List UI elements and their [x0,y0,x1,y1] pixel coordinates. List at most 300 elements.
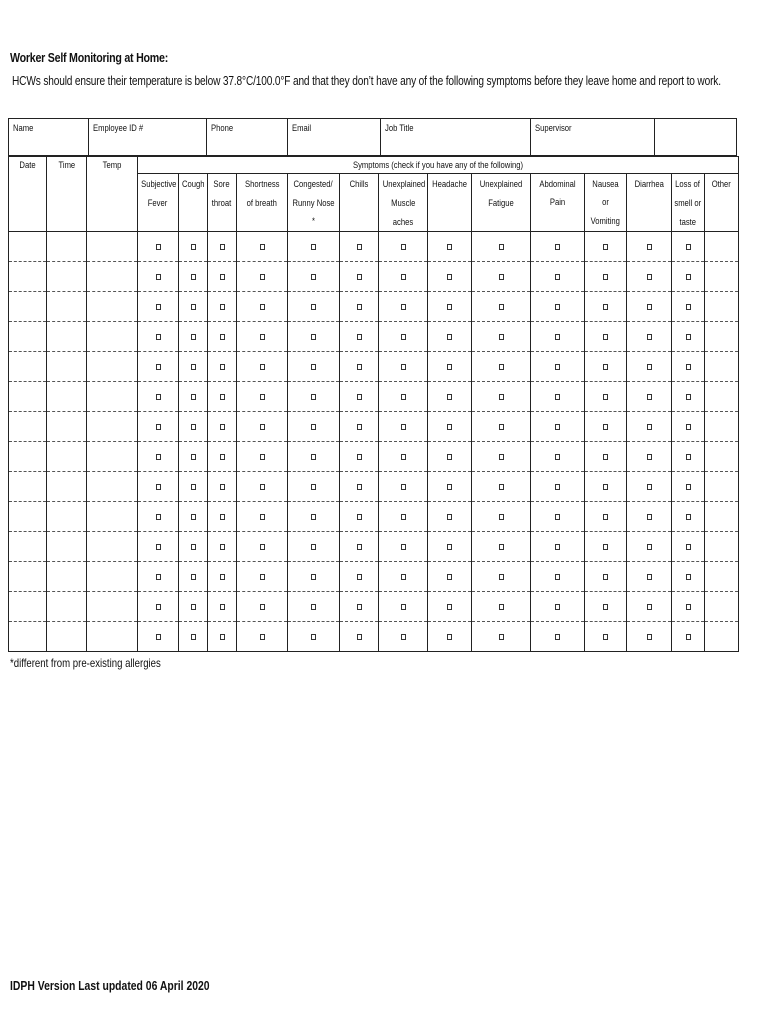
symptom-checkbox[interactable] [647,634,652,640]
symptom-checkbox[interactable] [647,604,652,610]
temp-cell[interactable] [87,532,138,562]
symptom-label: Unexplained [382,179,426,189]
symptom-checkbox[interactable] [311,484,316,490]
symptom-cell [472,532,531,562]
symptom-checkbox[interactable] [447,544,452,550]
symptom-checkbox[interactable] [647,274,652,280]
symptom-checkbox[interactable] [603,514,608,520]
symptom-checkbox[interactable] [686,394,691,400]
time-cell[interactable] [47,622,87,652]
symptom-checkbox[interactable] [686,574,691,580]
symptom-cell [428,532,472,562]
symptom-cell [672,532,705,562]
symptom-checkbox[interactable] [156,394,161,400]
symptom-checkbox[interactable] [191,544,196,550]
symptom-checkbox[interactable] [447,274,452,280]
symptom-checkbox[interactable] [447,604,452,610]
symptom-checkbox[interactable] [401,454,406,460]
symptom-checkbox[interactable] [311,394,316,400]
symptom-checkbox[interactable] [499,544,504,550]
symptom-cell [705,352,739,382]
symptom-cell [237,472,288,502]
symptom-cell [627,502,672,532]
symptom-checkbox[interactable] [447,364,452,370]
symptom-cell [379,262,428,292]
symptom-checkbox[interactable] [260,484,265,490]
symptom-checkbox[interactable] [220,454,225,460]
symptom-checkbox[interactable] [686,364,691,370]
date-cell[interactable] [9,322,47,352]
symptom-checkbox[interactable] [603,484,608,490]
symptom-checkbox[interactable] [555,394,560,400]
symptom-checkbox[interactable] [603,334,608,340]
symptom-checkbox[interactable] [191,364,196,370]
symptom-checkbox[interactable] [499,304,504,310]
symptom-checkbox[interactable] [647,484,652,490]
date-cell[interactable] [9,382,47,412]
symptom-checkbox[interactable] [191,424,196,430]
symptom-cell [472,382,531,412]
symptom-checkbox[interactable] [191,334,196,340]
symptom-checkbox[interactable] [191,454,196,460]
symptom-checkbox[interactable] [401,334,406,340]
symptom-checkbox[interactable] [603,574,608,580]
symptom-cell [627,292,672,322]
symptom-checkbox[interactable] [499,514,504,520]
symptom-checkbox[interactable] [191,604,196,610]
temp-cell[interactable] [87,382,138,412]
symptom-checkbox[interactable] [220,544,225,550]
symptom-checkbox[interactable] [401,544,406,550]
info-name[interactable]: Name [9,119,89,155]
symptom-checkbox[interactable] [311,544,316,550]
symptom-checkbox[interactable] [647,244,652,250]
symptom-checkbox[interactable] [357,574,362,580]
symptom-cell [705,592,739,622]
symptom-checkbox[interactable] [191,574,196,580]
time-cell[interactable] [47,262,87,292]
symptom-checkbox[interactable] [156,544,161,550]
symptom-checkbox[interactable] [647,424,652,430]
symptom-label: Nausea or [592,179,619,207]
symptom-checkbox[interactable] [191,484,196,490]
symptom-checkbox[interactable] [686,514,691,520]
symptom-checkbox[interactable] [686,454,691,460]
symptom-cell [179,352,208,382]
symptom-checkbox[interactable] [156,304,161,310]
info-job-title[interactable]: Job Title [381,119,531,155]
date-cell[interactable] [9,442,47,472]
symptom-checkbox[interactable] [499,364,504,370]
symptom-checkbox[interactable] [447,454,452,460]
symptom-checkbox[interactable] [191,274,196,280]
symptom-cell [428,262,472,292]
symptom-checkbox[interactable] [401,364,406,370]
date-cell[interactable] [9,532,47,562]
symptom-checkbox[interactable] [357,334,362,340]
date-cell[interactable] [9,412,47,442]
symptom-checkbox[interactable] [401,604,406,610]
symptom-checkbox[interactable] [156,244,161,250]
time-cell[interactable] [47,352,87,382]
symptom-checkbox[interactable] [220,514,225,520]
symptom-checkbox[interactable] [357,454,362,460]
symptom-checkbox[interactable] [260,304,265,310]
symptom-cell [672,622,705,652]
symptom-cell [179,412,208,442]
symptom-cell [288,502,340,532]
symptom-checkbox[interactable] [647,334,652,340]
temp-cell[interactable] [87,622,138,652]
temp-cell[interactable] [87,442,138,472]
col-time: Time [47,157,87,232]
symptom-checkbox[interactable] [311,634,316,640]
symptom-cell [288,232,340,262]
symptom-checkbox[interactable] [603,634,608,640]
symptom-checkbox[interactable] [357,484,362,490]
symptom-cell [705,532,739,562]
info-supervisor[interactable]: Supervisor [531,119,655,155]
date-cell[interactable] [9,262,47,292]
symptom-checkbox[interactable] [555,574,560,580]
date-cell[interactable] [9,562,47,592]
symptom-checkbox[interactable] [260,364,265,370]
symptom-checkbox[interactable] [260,394,265,400]
date-cell[interactable] [9,352,47,382]
symptom-checkbox[interactable] [156,334,161,340]
table-row [9,322,739,352]
symptom-cell [179,562,208,592]
symptom-checkbox[interactable] [555,544,560,550]
symptom-checkbox[interactable] [260,514,265,520]
symptom-checkbox[interactable] [647,544,652,550]
symptom-checkbox[interactable] [447,484,452,490]
symptom-checkbox[interactable] [555,484,560,490]
table-row [9,532,739,562]
symptom-checkbox[interactable] [311,304,316,310]
symptom-checkbox[interactable] [686,634,691,640]
symptom-cell [428,592,472,622]
symptom-checkbox[interactable] [260,634,265,640]
symptom-cell [531,442,585,472]
temp-cell[interactable] [87,352,138,382]
time-cell[interactable] [47,592,87,622]
symptom-checkbox[interactable] [499,244,504,250]
symptom-checkbox[interactable] [311,364,316,370]
symptom-cell [208,592,237,622]
symptom-checkbox[interactable] [499,424,504,430]
time-cell[interactable] [47,382,87,412]
symptom-checkbox[interactable] [401,634,406,640]
date-cell[interactable] [9,232,47,262]
symptom-cell [428,502,472,532]
symptom-header [428,174,472,232]
symptom-cell [585,472,627,502]
symptom-checkbox[interactable] [686,274,691,280]
symptom-cell [379,442,428,472]
symptom-cell [472,622,531,652]
date-cell[interactable] [9,622,47,652]
time-cell[interactable] [47,532,87,562]
info-employee-id[interactable]: Employee ID # [89,119,207,155]
symptom-checkbox[interactable] [357,394,362,400]
symptom-cell [585,232,627,262]
symptom-cell [472,352,531,382]
time-cell[interactable] [47,502,87,532]
symptom-checkbox[interactable] [260,604,265,610]
time-cell[interactable] [47,232,87,262]
symptom-checkbox[interactable] [555,244,560,250]
symptom-checkbox[interactable] [447,334,452,340]
symptom-checkbox[interactable] [260,544,265,550]
date-cell[interactable] [9,292,47,322]
symptom-checkbox[interactable] [555,334,560,340]
symptom-cell [705,322,739,352]
symptom-checkbox[interactable] [603,454,608,460]
symptom-cell [340,562,379,592]
symptom-checkbox[interactable] [447,574,452,580]
symptom-checkbox[interactable] [555,304,560,310]
symptom-checkbox[interactable] [260,244,265,250]
symptom-checkbox[interactable] [401,484,406,490]
symptom-checkbox[interactable] [603,364,608,370]
symptom-checkbox[interactable] [156,454,161,460]
symptom-checkbox[interactable] [156,484,161,490]
symptom-checkbox[interactable] [401,574,406,580]
symptom-cell [208,442,237,472]
symptom-checkbox[interactable] [357,304,362,310]
temp-cell[interactable] [87,562,138,592]
symptom-checkbox[interactable] [357,274,362,280]
symptom-cell [428,322,472,352]
symptom-checkbox[interactable] [686,484,691,490]
symptom-checkbox[interactable] [357,544,362,550]
symptom-checkbox[interactable] [220,244,225,250]
symptom-checkbox[interactable] [220,394,225,400]
symptom-checkbox[interactable] [260,574,265,580]
symptom-checkbox[interactable] [357,244,362,250]
symptom-checkbox[interactable] [260,454,265,460]
symptom-checkbox[interactable] [499,484,504,490]
symptom-cell [288,352,340,382]
symptom-checkbox[interactable] [447,304,452,310]
symptom-checkbox[interactable] [555,634,560,640]
symptom-checkbox[interactable] [220,634,225,640]
symptom-checkbox[interactable] [311,574,316,580]
symptom-cell [585,502,627,532]
symptom-checkbox[interactable] [499,394,504,400]
symptom-checkbox[interactable] [311,244,316,250]
symptom-checkbox[interactable] [156,634,161,640]
symptom-checkbox[interactable] [311,454,316,460]
symptom-checkbox[interactable] [401,514,406,520]
symptom-cell [428,622,472,652]
symptom-checkbox[interactable] [260,334,265,340]
symptom-cell [705,502,739,532]
symptom-checkbox[interactable] [603,604,608,610]
symptom-header [672,174,705,232]
symptom-checkbox[interactable] [191,514,196,520]
time-cell[interactable] [47,322,87,352]
symptom-cell [705,292,739,322]
symptom-cell [138,442,179,472]
temp-cell[interactable] [87,502,138,532]
symptom-cell [585,532,627,562]
symptom-checkbox[interactable] [401,304,406,310]
info-email[interactable]: Email [288,119,381,155]
temp-cell[interactable] [87,472,138,502]
symptom-checkbox[interactable] [220,574,225,580]
symptom-checkbox[interactable] [647,304,652,310]
symptom-checkbox[interactable] [499,634,504,640]
symptom-checkbox[interactable] [191,244,196,250]
symptom-cell [705,412,739,442]
symptom-checkbox[interactable] [401,394,406,400]
symptom-checkbox[interactable] [156,274,161,280]
symptom-checkbox[interactable] [220,274,225,280]
symptom-cell [705,262,739,292]
symptom-checkbox[interactable] [447,634,452,640]
time-cell[interactable] [47,292,87,322]
symptom-checkbox[interactable] [603,274,608,280]
symptom-checkbox[interactable] [191,394,196,400]
symptom-checkbox[interactable] [447,394,452,400]
time-cell[interactable] [47,562,87,592]
symptom-checkbox[interactable] [603,544,608,550]
temp-cell[interactable] [87,262,138,292]
symptom-checkbox[interactable] [311,604,316,610]
symptom-checkbox[interactable] [220,424,225,430]
symptom-checkbox[interactable] [220,364,225,370]
symptom-cell [379,502,428,532]
temp-cell[interactable] [87,292,138,322]
date-cell[interactable] [9,592,47,622]
temp-cell[interactable] [87,412,138,442]
symptom-checkbox[interactable] [499,574,504,580]
symptom-label: Fever [148,198,168,208]
symptom-checkbox[interactable] [647,364,652,370]
symptom-checkbox[interactable] [191,304,196,310]
symptom-checkbox[interactable] [647,574,652,580]
symptom-checkbox[interactable] [311,514,316,520]
symptom-checkbox[interactable] [686,304,691,310]
symptom-cell [627,322,672,352]
symptom-checkbox[interactable] [686,244,691,250]
symptom-header [237,174,288,232]
symptom-checkbox[interactable] [499,604,504,610]
symptom-cell [340,292,379,322]
symptom-checkbox[interactable] [357,424,362,430]
symptom-checkbox[interactable] [260,424,265,430]
symptom-checkbox[interactable] [555,604,560,610]
symptom-checkbox[interactable] [156,514,161,520]
symptom-checkbox[interactable] [499,454,504,460]
symptom-checkbox[interactable] [555,424,560,430]
symptom-cell [237,622,288,652]
symptom-checkbox[interactable] [220,304,225,310]
symptom-checkbox[interactable] [260,274,265,280]
symptom-checkbox[interactable] [311,424,316,430]
symptom-checkbox[interactable] [555,514,560,520]
symptom-header [138,174,179,232]
info-extra[interactable] [655,119,736,155]
time-cell[interactable] [47,412,87,442]
symptom-cell [237,592,288,622]
date-cell[interactable] [9,472,47,502]
symptom-checkbox[interactable] [447,244,452,250]
symptom-checkbox[interactable] [220,334,225,340]
symptom-cell [672,562,705,592]
symptom-checkbox[interactable] [220,484,225,490]
symptom-cell [627,532,672,562]
symptom-label: aches [392,217,414,227]
symptom-cell [288,412,340,442]
symptom-cell [705,232,739,262]
symptom-checkbox[interactable] [156,364,161,370]
symptom-checkbox[interactable] [447,424,452,430]
symptom-checkbox[interactable] [357,514,362,520]
symptom-checkbox[interactable] [401,274,406,280]
symptom-checkbox[interactable] [555,364,560,370]
symptom-cell [288,322,340,352]
symptom-checkbox[interactable] [191,634,196,640]
time-cell[interactable] [47,442,87,472]
symptom-checkbox[interactable] [647,454,652,460]
symptom-label: Fatigue [488,198,514,208]
symptom-checkbox[interactable] [357,604,362,610]
symptom-checkbox[interactable] [686,604,691,610]
symptom-cell [672,502,705,532]
symptom-cell [705,442,739,472]
symptom-checkbox[interactable] [311,274,316,280]
symptom-checkbox[interactable] [499,334,504,340]
symptom-checkbox[interactable] [686,424,691,430]
symptom-checkbox[interactable] [647,394,652,400]
symptom-checkbox[interactable] [357,364,362,370]
symptom-checkbox[interactable] [156,604,161,610]
symptom-checkbox[interactable] [686,334,691,340]
temp-cell[interactable] [87,592,138,622]
symptom-checkbox[interactable] [447,514,452,520]
symptom-checkbox[interactable] [401,244,406,250]
symptom-checkbox[interactable] [555,454,560,460]
symptom-checkbox[interactable] [603,424,608,430]
symptom-checkbox[interactable] [499,274,504,280]
symptom-checkbox[interactable] [603,304,608,310]
symptom-cell [379,472,428,502]
symptom-checkbox[interactable] [357,634,362,640]
symptom-checkbox[interactable] [603,394,608,400]
symptom-checkbox[interactable] [686,544,691,550]
info-phone[interactable]: Phone [207,119,288,155]
symptom-checkbox[interactable] [647,514,652,520]
symptom-checkbox[interactable] [156,424,161,430]
symptom-cell [340,442,379,472]
symptom-checkbox[interactable] [220,604,225,610]
symptom-checkbox[interactable] [603,244,608,250]
symptom-cell [237,382,288,412]
temp-cell[interactable] [87,322,138,352]
date-cell[interactable] [9,502,47,532]
symptom-checkbox[interactable] [401,424,406,430]
symptom-checkbox[interactable] [311,334,316,340]
symptom-checkbox[interactable] [555,274,560,280]
symptom-cell [627,562,672,592]
symptom-checkbox[interactable] [156,574,161,580]
temp-cell[interactable] [87,232,138,262]
time-cell[interactable] [47,472,87,502]
symptom-cell [627,622,672,652]
